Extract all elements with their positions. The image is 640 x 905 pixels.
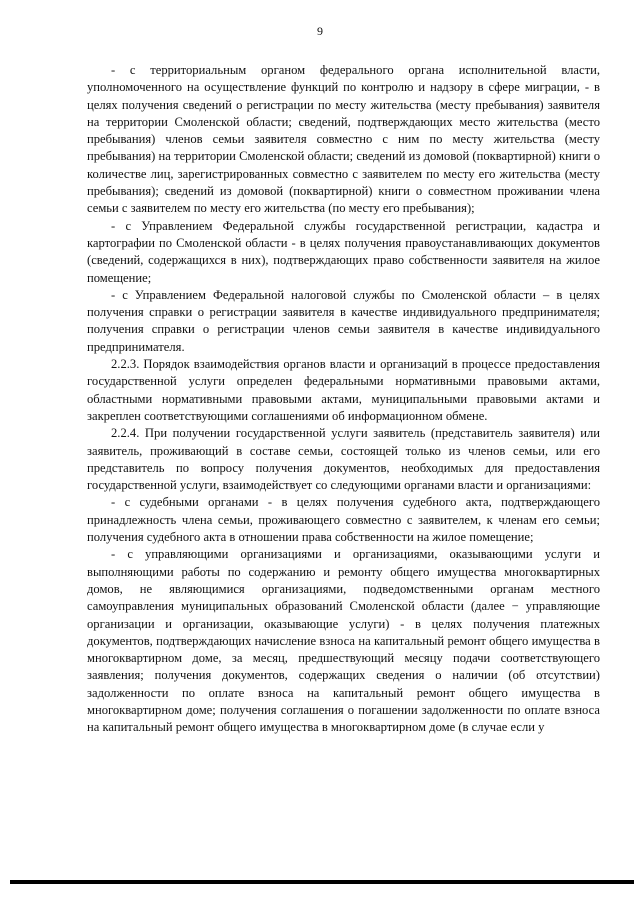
document-body: [87, 62, 600, 737]
page-number: 9: [317, 24, 323, 38]
paragraph-2-2-4: 2.2.4. При получении государственной услуги заявитель (представитель заявителя) или заявитель, проживающий в составе семьи, состоящей только из членов семьи, или его представитель по вопросу получения документов, необходимых для предоставления государственной услуги, взаимодействует со следующими органами власти и организациями:: [87, 426, 600, 493]
paragraph-managing-organizations: - с управляющими организациями и организациями, оказывающими услуги и выполняющими работы по содержанию и ремонту общего имущества многоквартирных домов, не являющимися организациями, подведомственными органам местного самоуправления муниципальных образований Смоленской области (далее − управляющие организации и организации, оказывающие услуги) - в целях получения платежных документов, подтверждающих начисление взноса на капитальный ремонт общего имущества в многоквартирном доме, за месяц, предшествующий месяцу подачи соответствующего заявления; получения документов, содержащих сведения о наличии (об отсутствии) задолженности по оплате взноса на капитальный ремонт общего имущества в многоквартирном доме; получения соглашения о погашении задолженности по оплате взноса на капитальный ремонт общего имущества в многоквартирном доме (в случае если у: [87, 547, 600, 735]
paragraph-rosreestr: - с Управлением Федеральной службы государственной регистрации, кадастра и картографии по Смоленской области - в целях получения правоустанавливающих документов (сведений, содержащихся в них), подтверждающих право собственности заявителя на жилое помещение;: [87, 218, 600, 285]
scan-border-line: [10, 880, 634, 884]
paragraph-migration-authority: - с территориальным органом федерального органа исполнительной власти, уполномоченного на осуществление функций по контролю и надзору в сфере миграции, - в целях получения сведений о регистрации по месту жительства (месту пребывания) заявителя на территории Смоленской области; сведений, подтверждающих место жительства (место пребывания) членов семьи заявителя совместно с ним по месту жительства (месту пребывания) на территории Смоленской области; сведений из домовой (поквартирной) книги о количестве лиц, зарегистрированных совместно с заявителем по месту его жительства (месту пребывания); сведений из домовой (поквартирной) книги о совместном проживании члена семьи с заявителем по месту его жительства (по месту его пребывания);: [87, 63, 600, 216]
paragraph-judicial-bodies: - с судебными органами - в целях получения судебного акта, подтверждающего принадлежность члена семьи, проживающего совместно с заявителем, к членам его семьи; получения судебного акта в отношении права собственности на жилое помещение;: [87, 495, 600, 545]
paragraph-tax-service: - с Управлением Федеральной налоговой службы по Смоленской области – в целях получения справки о регистрации заявителя в качестве индивидуального предпринимателя; получения справки о регистрации членов семьи заявителя в качестве индивидуального предпринимателя.: [87, 287, 600, 354]
paragraph-2-2-3: 2.2.3. Порядок взаимодействия органов власти и организаций в процессе предоставления государственной услуги определен федеральными нормативными правовыми актами, областными нормативными правовыми актами, муниципальными правовыми актами и закреплен соответствующими соглашениями об информационном обмене.: [87, 357, 600, 423]
